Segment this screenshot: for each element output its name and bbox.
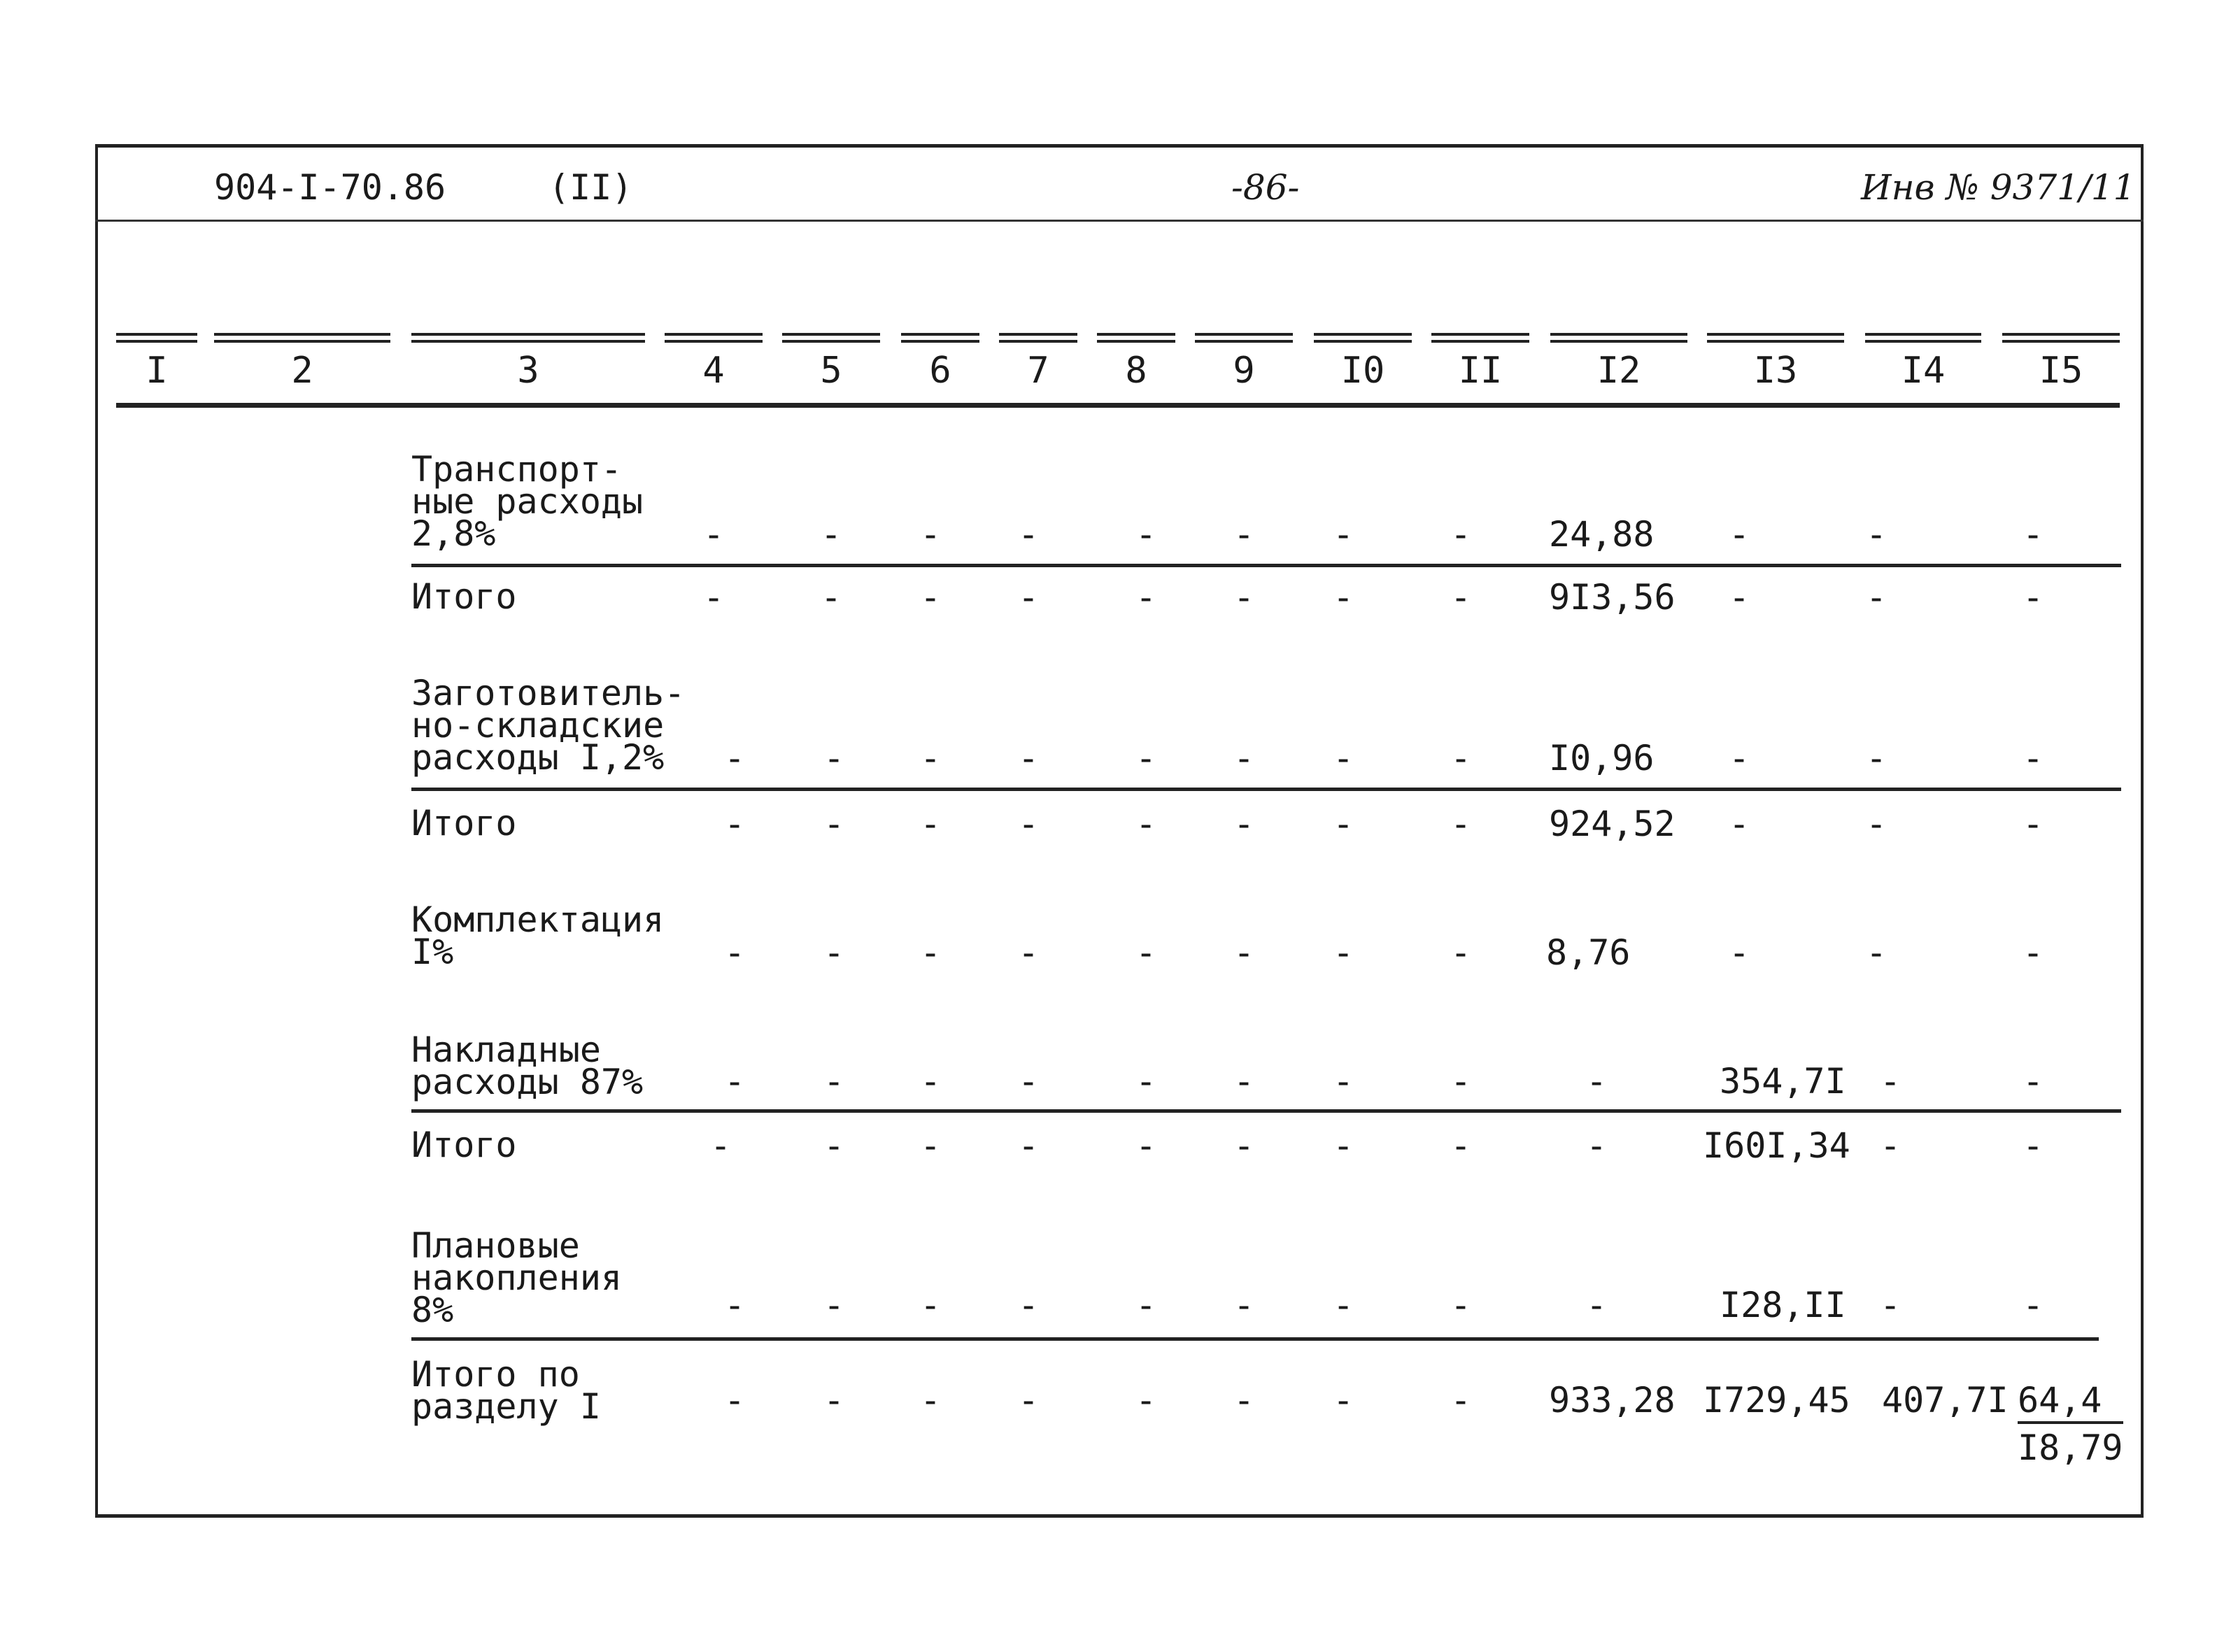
dash-cell: - xyxy=(723,1285,746,1325)
value-cell: 933,28 xyxy=(1549,1380,1676,1420)
header-bottom-rule xyxy=(116,403,2120,408)
dash-cell: - xyxy=(919,1125,942,1166)
value-cell: - xyxy=(1879,1061,1901,1102)
dash-cell: - xyxy=(1332,1061,1354,1102)
dash-cell: - xyxy=(919,738,942,778)
value-cell: - xyxy=(1728,738,1750,778)
row-label: Итого xyxy=(411,1125,517,1165)
dash-cell: - xyxy=(709,1125,732,1166)
value-cell: - xyxy=(1728,932,1750,973)
value-cell: - xyxy=(2022,514,2044,555)
column-header xyxy=(1097,333,1175,410)
dash-cell: - xyxy=(723,932,746,973)
column-header xyxy=(782,333,880,410)
value-cell: - xyxy=(2022,577,2044,618)
dash-cell: - xyxy=(1233,1285,1255,1325)
column-number: I0 xyxy=(1340,350,1385,392)
dash-cell: - xyxy=(1233,932,1255,973)
dash-cell: - xyxy=(1017,738,1040,778)
dash-cell: - xyxy=(1450,1380,1472,1420)
row-rule xyxy=(411,1109,2121,1113)
dash-cell: - xyxy=(1233,514,1255,555)
dash-cell: - xyxy=(702,577,725,618)
dash-cell: - xyxy=(1450,932,1472,973)
dash-cell: - xyxy=(823,1380,845,1420)
value-cell: - xyxy=(2022,1061,2044,1102)
dash-cell: - xyxy=(1135,804,1157,844)
column-header xyxy=(1314,333,1412,410)
dash-cell: - xyxy=(919,1380,942,1420)
value-cell: - xyxy=(1585,1285,1608,1325)
value-cell: - xyxy=(2022,932,2044,973)
row-label: Заготовитель- но-складские расходы I,2% xyxy=(411,673,686,778)
dash-cell: - xyxy=(1017,514,1040,555)
column-number: I4 xyxy=(1901,350,1946,392)
value-cell: - xyxy=(1728,577,1750,618)
dash-cell: - xyxy=(1332,932,1354,973)
dash-cell: - xyxy=(1233,1125,1255,1166)
page-number: -86- xyxy=(1231,167,1300,208)
dash-cell: - xyxy=(1450,577,1472,618)
column-number: 8 xyxy=(1125,350,1147,392)
column-number: 5 xyxy=(820,350,842,392)
value-cell: - xyxy=(1865,932,1888,973)
row-label: Итого xyxy=(411,803,517,843)
dash-cell: - xyxy=(1450,1061,1472,1102)
dash-cell: - xyxy=(1450,514,1472,555)
dash-cell: - xyxy=(1135,577,1157,618)
column-number: 3 xyxy=(517,350,539,392)
dash-cell: - xyxy=(1135,738,1157,778)
fraction-denominator: I8,79 xyxy=(2018,1427,2123,1468)
dash-cell: - xyxy=(1017,804,1040,844)
dash-cell: - xyxy=(1017,577,1040,618)
value-cell: - xyxy=(1865,514,1888,555)
dash-cell: - xyxy=(1017,1285,1040,1325)
value-cell: I60I,34 xyxy=(1703,1125,1850,1166)
dash-cell: - xyxy=(1332,1285,1354,1325)
value-cell: - xyxy=(1865,738,1888,778)
document-code: 904-I-70.86 xyxy=(214,167,446,208)
value-cell: 354,7I xyxy=(1720,1061,1846,1102)
dash-cell: - xyxy=(919,577,942,618)
dash-cell: - xyxy=(723,738,746,778)
column-header xyxy=(214,333,390,410)
value-cell: - xyxy=(2022,1125,2044,1166)
dash-cell: - xyxy=(1332,1380,1354,1420)
column-header xyxy=(999,333,1077,410)
dash-cell: - xyxy=(823,932,845,973)
value-cell: - xyxy=(1585,1061,1608,1102)
row-rule xyxy=(411,1337,2099,1341)
dash-cell: - xyxy=(1233,804,1255,844)
dash-cell: - xyxy=(820,514,842,555)
value-cell: 24,88 xyxy=(1549,514,1655,555)
dash-cell: - xyxy=(1233,1061,1255,1102)
value-cell: - xyxy=(1879,1125,1901,1166)
column-number: II xyxy=(1458,350,1503,392)
row-rule xyxy=(411,788,2121,791)
dash-cell: - xyxy=(919,932,942,973)
column-number: 6 xyxy=(929,350,951,392)
dash-cell: - xyxy=(1233,738,1255,778)
dash-cell: - xyxy=(723,1061,746,1102)
column-header xyxy=(1431,333,1529,410)
column-number: I xyxy=(146,350,168,392)
column-number: I2 xyxy=(1596,350,1641,392)
value-cell: - xyxy=(1879,1285,1901,1325)
dash-cell: - xyxy=(1450,738,1472,778)
value-cell: - xyxy=(1865,577,1888,618)
value-cell: - xyxy=(2022,738,2044,778)
column-number: 2 xyxy=(291,350,313,392)
dash-cell: - xyxy=(919,514,942,555)
column-header xyxy=(1865,333,1981,410)
value-cell: - xyxy=(1865,804,1888,844)
value-cell: - xyxy=(2022,1285,2044,1325)
dash-cell: - xyxy=(1332,1125,1354,1166)
dash-cell: - xyxy=(823,1125,845,1166)
dash-cell: - xyxy=(1332,514,1354,555)
dash-cell: - xyxy=(1017,1061,1040,1102)
column-number: I5 xyxy=(2039,350,2083,392)
inventory-number: Инв № 9371/11 xyxy=(1861,167,2136,208)
value-cell: - xyxy=(1728,514,1750,555)
value-cell: 924,52 xyxy=(1549,804,1676,844)
row-label: Комплектация I% xyxy=(411,899,665,972)
row-rule xyxy=(411,564,2121,567)
value-cell: - xyxy=(2022,804,2044,844)
dash-cell: - xyxy=(1017,1125,1040,1166)
dash-cell: - xyxy=(1135,1125,1157,1166)
column-number: I3 xyxy=(1753,350,1798,392)
dash-cell: - xyxy=(1332,804,1354,844)
dash-cell: - xyxy=(1135,1061,1157,1102)
row-label: Итого xyxy=(411,576,517,617)
dash-cell: - xyxy=(823,1061,845,1102)
dash-cell: - xyxy=(702,514,725,555)
column-header xyxy=(1707,333,1844,410)
dash-cell: - xyxy=(1332,577,1354,618)
column-number: 7 xyxy=(1027,350,1049,392)
value-cell: I28,II xyxy=(1720,1285,1846,1325)
dash-cell: - xyxy=(1332,738,1354,778)
dash-cell: - xyxy=(1233,577,1255,618)
dash-cell: - xyxy=(1450,1285,1472,1325)
row-label: Итого по разделу I xyxy=(411,1354,601,1427)
dash-cell: - xyxy=(1233,1380,1255,1420)
dash-cell: - xyxy=(823,1285,845,1325)
dash-cell: - xyxy=(723,1380,746,1420)
dash-cell: - xyxy=(1135,1285,1157,1325)
value-cell: - xyxy=(1728,804,1750,844)
fraction-cell xyxy=(2018,1381,2123,1467)
section-number: (II) xyxy=(548,167,633,208)
dash-cell: - xyxy=(1450,804,1472,844)
header-rule xyxy=(95,220,2144,222)
dash-cell: - xyxy=(823,738,845,778)
column-header xyxy=(901,333,979,410)
column-header xyxy=(116,333,197,410)
column-header xyxy=(411,333,645,410)
value-cell: 9I3,56 xyxy=(1549,577,1676,618)
dash-cell: - xyxy=(1135,1380,1157,1420)
dash-cell: - xyxy=(823,804,845,844)
column-number: 4 xyxy=(702,350,725,392)
value-cell: 407,7I xyxy=(1882,1380,2009,1420)
column-header xyxy=(1550,333,1687,410)
dash-cell: - xyxy=(919,1285,942,1325)
row-label: Плановые накопления 8% xyxy=(411,1225,623,1330)
dash-cell: - xyxy=(1135,932,1157,973)
column-number: 9 xyxy=(1233,350,1255,392)
value-cell: I0,96 xyxy=(1549,738,1655,778)
dash-cell: - xyxy=(1017,932,1040,973)
fraction-numerator: 64,4 xyxy=(2018,1381,2123,1424)
value-cell: - xyxy=(1585,1125,1608,1166)
value-cell: 8,76 xyxy=(1546,932,1631,973)
dash-cell: - xyxy=(1450,1125,1472,1166)
dash-cell: - xyxy=(1135,514,1157,555)
dash-cell: - xyxy=(1017,1380,1040,1420)
column-header xyxy=(665,333,763,410)
value-cell: I729,45 xyxy=(1703,1380,1850,1420)
dash-cell: - xyxy=(820,577,842,618)
column-header xyxy=(2002,333,2120,410)
row-label: Накладные расходы 87% xyxy=(411,1030,644,1102)
dash-cell: - xyxy=(723,804,746,844)
column-header xyxy=(1195,333,1293,410)
row-label: Транспорт- ные расходы 2,8% xyxy=(411,449,644,554)
dash-cell: - xyxy=(919,804,942,844)
dash-cell: - xyxy=(919,1061,942,1102)
